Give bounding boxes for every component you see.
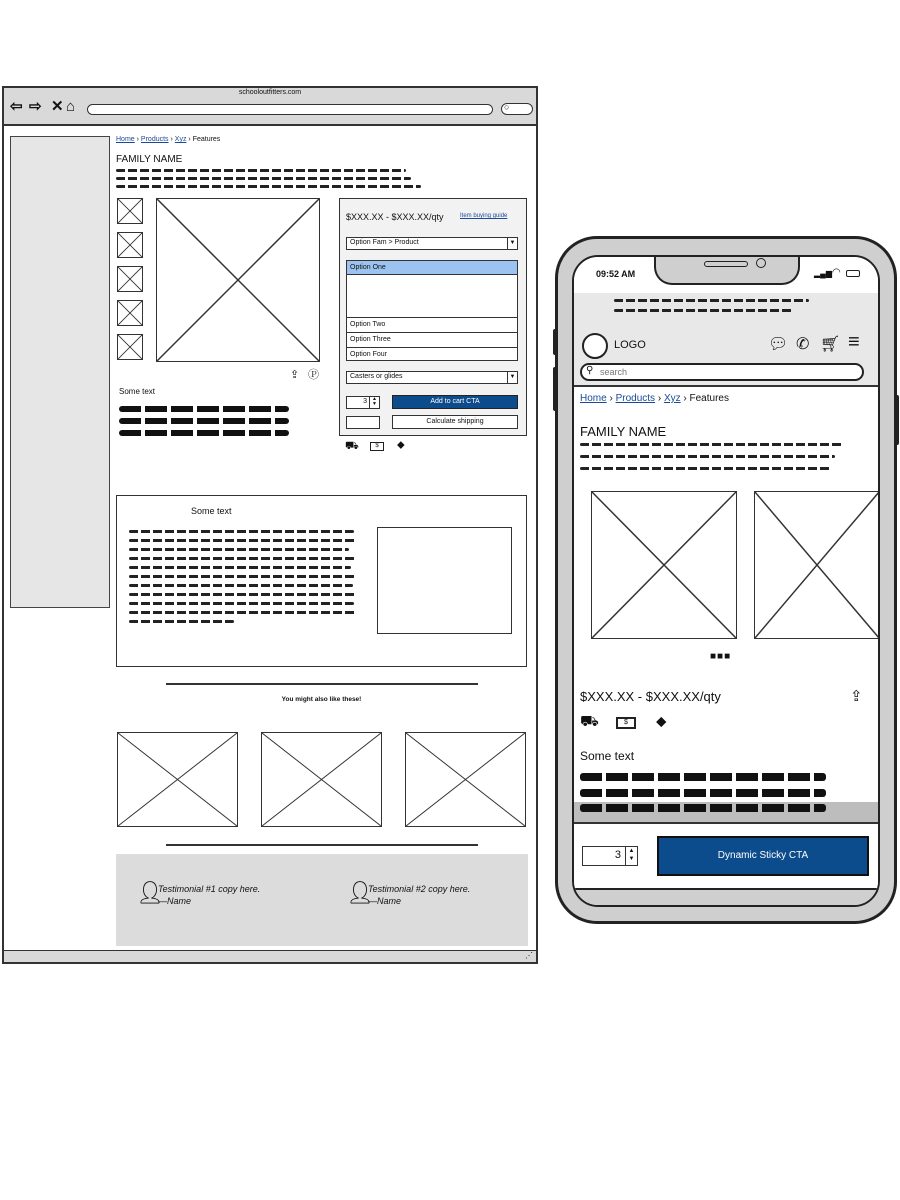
calculate-shipping-button[interactable]: Calculate shipping (392, 415, 518, 429)
thumbnail-image[interactable] (117, 198, 143, 224)
sticky-cta-bar (574, 822, 880, 888)
thumbnail-image[interactable] (117, 300, 143, 326)
divider (166, 683, 478, 685)
speaker-icon (704, 261, 748, 267)
logo-text[interactable]: LOGO (614, 339, 646, 351)
chat-icon[interactable]: 💬︎ (768, 336, 789, 353)
share-icon[interactable]: ⇪ (290, 369, 300, 381)
testimonials-section (116, 854, 528, 946)
wifi-icon: ◠ (832, 267, 841, 278)
mobile-search-input[interactable] (580, 363, 864, 381)
thumbnail-image[interactable] (117, 334, 143, 360)
breadcrumb (116, 136, 220, 143)
some-text-label: Some text (119, 387, 156, 396)
related-product-image[interactable] (261, 732, 382, 827)
sticky-cta-button[interactable]: Dynamic Sticky CTA (657, 836, 869, 876)
testimonial-1-copy: Testimonial #1 copy here. (158, 884, 261, 894)
carousel-image[interactable] (754, 491, 880, 639)
option-family-select[interactable] (346, 237, 518, 250)
truck-icon: ⛟ (345, 440, 359, 452)
pinterest-icon[interactable]: Ⓟ (308, 369, 319, 381)
mobile-breadcrumb (580, 393, 729, 404)
divider (166, 844, 478, 846)
scribble-text (614, 309, 794, 312)
scribble-bold-text (580, 773, 826, 781)
search-icon: ⚲ (586, 365, 594, 376)
search-placeholder: search (600, 367, 628, 377)
chevron-down-icon: ▼ (507, 238, 517, 249)
browser-search-field[interactable] (501, 103, 533, 115)
scribble-text (116, 177, 411, 180)
quantity-value: 3 (363, 398, 367, 405)
description-heading: Some text (191, 506, 232, 516)
scribble-text (580, 467, 830, 470)
description-section (116, 495, 527, 667)
volume-button (553, 329, 557, 355)
scribble-bold-text (119, 430, 289, 436)
scribble-bold-text (580, 804, 826, 812)
option-family-value: Option Fam > Product (350, 239, 419, 246)
option-item[interactable]: Option Two (347, 317, 517, 332)
carousel-image[interactable] (591, 491, 737, 639)
scribble-text (580, 455, 835, 458)
casters-select[interactable] (346, 371, 518, 384)
zip-input[interactable] (346, 416, 380, 429)
mobile-screen (572, 255, 880, 907)
sidebar-placeholder (10, 136, 110, 608)
mobile-quantity-stepper[interactable] (582, 846, 638, 866)
chevron-right-icon: › (609, 393, 616, 404)
money-icon: $ (370, 442, 384, 451)
forward-arrow-icon[interactable]: ⇨ (29, 98, 42, 115)
chevron-right-icon: › (188, 136, 193, 143)
user-icon: 👤︎ (136, 880, 164, 905)
sticky-bar-shadow (574, 802, 880, 824)
breadcrumb-current: Features (192, 136, 221, 143)
breadcrumb-xyz[interactable]: Xyz (174, 136, 187, 143)
signal-icon: ▂▄▆ (814, 269, 832, 278)
breadcrumb-products[interactable]: Products (615, 393, 656, 404)
description-image-placeholder (377, 527, 512, 634)
hamburger-icon[interactable]: ≡ (848, 331, 860, 353)
mobile-price-range: $XXX.XX - $XXX.XX/qty (580, 689, 721, 704)
resize-grip-icon[interactable]: ⋰ (525, 951, 533, 960)
chevron-right-icon: › (683, 393, 690, 404)
breadcrumb-current: Features (689, 393, 729, 404)
carousel-dots-icon[interactable]: ■■■ (710, 651, 732, 662)
chevron-right-icon: › (136, 136, 141, 143)
thumbnail-image[interactable] (117, 232, 143, 258)
item-buying-guide-link[interactable]: Item buying guide (460, 213, 508, 219)
option-listbox[interactable] (346, 260, 518, 361)
scribble-text (116, 185, 421, 188)
option-item-selected[interactable]: Option One (347, 261, 517, 275)
breadcrumb-products[interactable]: Products (140, 136, 169, 143)
chevron-down-icon: ▼ (507, 372, 517, 383)
phone-icon[interactable]: ✆ (796, 336, 810, 353)
page-url-title: schooloutfitters.com (238, 89, 302, 96)
scribble-text (116, 169, 406, 172)
family-name-title: FAMILY NAME (116, 154, 183, 165)
chevron-right-icon: › (170, 136, 175, 143)
scribble-text (614, 299, 809, 302)
chevron-right-icon: › (657, 393, 664, 404)
desktop-browser-window (2, 86, 538, 964)
phone-notch (654, 255, 800, 285)
purchase-panel (339, 198, 527, 436)
related-products-heading: You might also like these! (281, 696, 362, 703)
stepper-arrows-icon[interactable]: ▲ ▼ (369, 397, 379, 408)
option-item[interactable]: Option Three (347, 332, 517, 347)
quantity-stepper[interactable] (346, 396, 380, 409)
share-icon[interactable]: ⇪ (850, 688, 863, 705)
close-icon[interactable]: ✕ (51, 98, 64, 115)
mobile-family-name: FAMILY NAME (580, 424, 667, 439)
testimonial-2-copy: Testimonial #2 copy here. (368, 884, 471, 894)
home-icon[interactable]: ⌂ (66, 98, 76, 115)
tag-icon: ⬥ (656, 713, 667, 730)
tag-icon: ⬥ (397, 439, 405, 451)
address-bar[interactable] (87, 104, 493, 115)
money-icon: $ (616, 717, 636, 729)
logo-circle-icon[interactable] (582, 333, 608, 359)
user-icon: 👤︎ (346, 880, 374, 905)
status-bar (4, 950, 536, 962)
power-button (895, 395, 899, 445)
price-range: $XXX.XX - $XXX.XX/qty (346, 212, 444, 222)
stepper-arrows-icon[interactable]: ▲ ▼ (625, 847, 637, 865)
quantity-value: 3 (614, 849, 621, 861)
breadcrumb-xyz[interactable]: Xyz (663, 393, 681, 404)
truck-icon: ⛟ (580, 713, 599, 730)
search-icon: ○ (504, 102, 510, 112)
related-product-image[interactable] (405, 732, 526, 827)
mobile-phone-frame (555, 236, 897, 924)
camera-icon (756, 258, 766, 268)
testimonial-1-name: —Name (158, 896, 192, 906)
battery-icon (846, 270, 860, 277)
description-scribble-block (129, 530, 359, 623)
casters-value: Casters or glides (350, 373, 403, 380)
volume-button (553, 367, 557, 411)
add-to-cart-button[interactable]: Add to cart CTA (392, 395, 518, 409)
home-indicator-area (574, 888, 880, 907)
browser-chrome (4, 88, 536, 126)
cart-icon[interactable]: 🛒︎ (820, 336, 841, 353)
scribble-bold-text (119, 418, 289, 424)
scribble-bold-text (119, 406, 289, 412)
mobile-header (574, 293, 880, 387)
back-arrow-icon[interactable]: ⇦ (10, 98, 23, 115)
breadcrumb-home[interactable]: Home (580, 393, 607, 404)
related-product-image[interactable] (117, 732, 238, 827)
scribble-text (580, 443, 842, 446)
option-list-gap (347, 275, 517, 317)
main-product-image (156, 198, 320, 362)
mobile-some-text: Some text (580, 749, 635, 763)
breadcrumb-home[interactable]: Home (116, 136, 135, 143)
thumbnail-image[interactable] (117, 266, 143, 292)
testimonial-2-name: —Name (368, 896, 402, 906)
status-time: 09:52 AM (596, 269, 636, 279)
option-item[interactable]: Option Four (347, 347, 517, 362)
scribble-bold-text (580, 789, 826, 797)
